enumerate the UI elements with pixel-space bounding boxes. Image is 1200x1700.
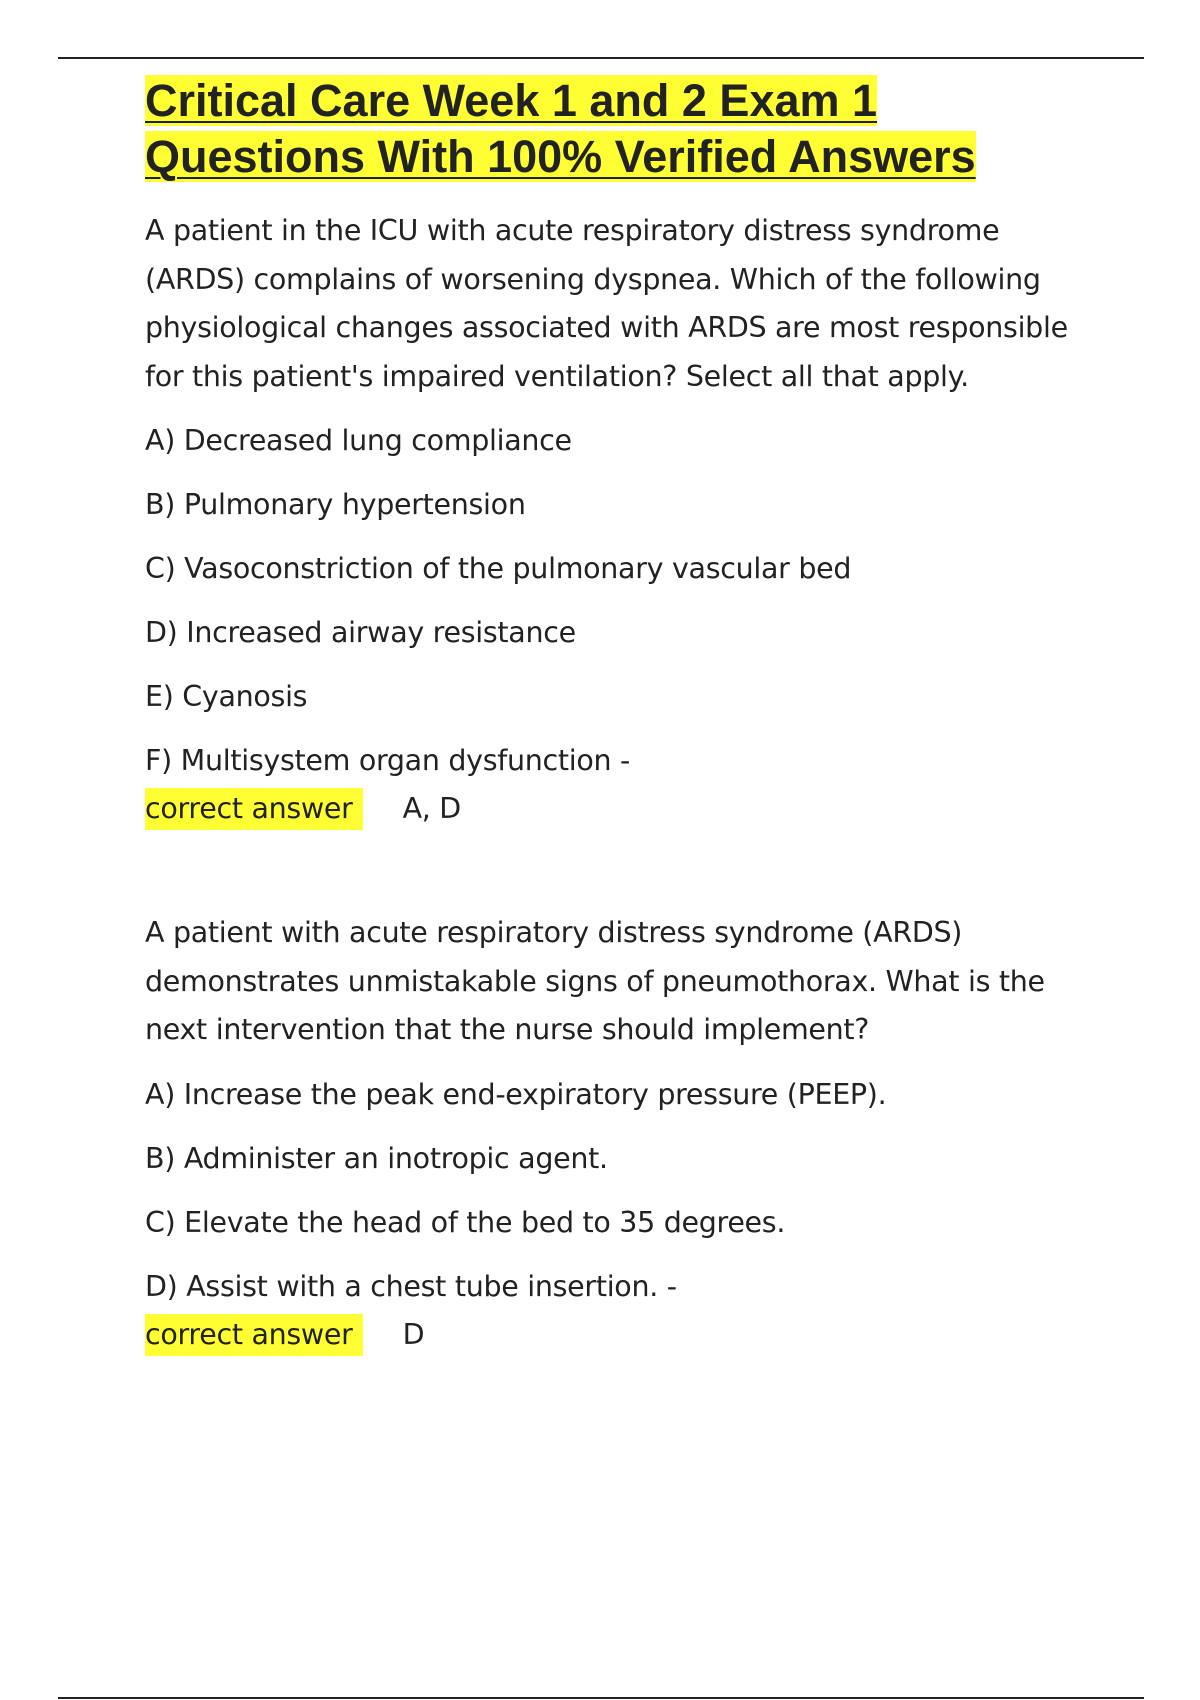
correct-answer-row <box>145 785 1085 833</box>
question-block-1 <box>145 207 1085 833</box>
title-line-1: Critical Care Week 1 and 2 Exam 1 <box>145 75 878 126</box>
answer-option-a: A) Decreased lung compliance <box>145 424 572 457</box>
correct-answer-label: correct answer <box>145 788 363 830</box>
answer-option-c: C) Vasoconstriction of the pulmonary vascular bed <box>145 552 852 585</box>
title-line-2: Questions With 100% Verified Answers <box>145 131 976 182</box>
answer-option-b: B) Administer an inotropic agent. <box>145 1141 608 1175</box>
question-block-2 <box>145 909 1085 1359</box>
answer-option-f: F) Multisystem organ dysfunction - <box>145 744 631 777</box>
correct-answer-value: D <box>402 1317 425 1351</box>
answer-option-b: B) Pulmonary hypertension <box>145 488 526 521</box>
correct-answer-label: correct answer <box>145 1314 363 1356</box>
question-text: A patient in the ICU with acute respiratory distress syndrome (ARDS) complains of worsening dyspnea. Which of the following physiological changes associated with ARDS are most responsible for this patient's impaired ventilation? Select all that apply. <box>145 214 1068 393</box>
top-rule <box>58 57 1144 59</box>
bottom-rule <box>58 1697 1144 1699</box>
question-text: A patient with acute respiratory distress syndrome (ARDS) demonstrates unmistakable signs of pneumothorax. What is the next intervention that the nurse should implement? <box>145 916 1045 1046</box>
correct-answer-value: A, D <box>402 792 461 825</box>
answer-option-c: C) Elevate the head of the bed to 35 degrees. <box>145 1205 786 1239</box>
document-body <box>145 73 1085 1359</box>
answer-option-d: D) Increased airway resistance <box>145 616 576 649</box>
correct-answer-row <box>145 1311 1085 1359</box>
answer-option-e: E) Cyanosis <box>145 680 308 713</box>
answer-option-a: A) Increase the peak end-expiratory pressure (PEEP). <box>145 1077 887 1111</box>
document-title <box>145 73 1085 185</box>
answer-option-d: D) Assist with a chest tube insertion. - <box>145 1269 677 1303</box>
